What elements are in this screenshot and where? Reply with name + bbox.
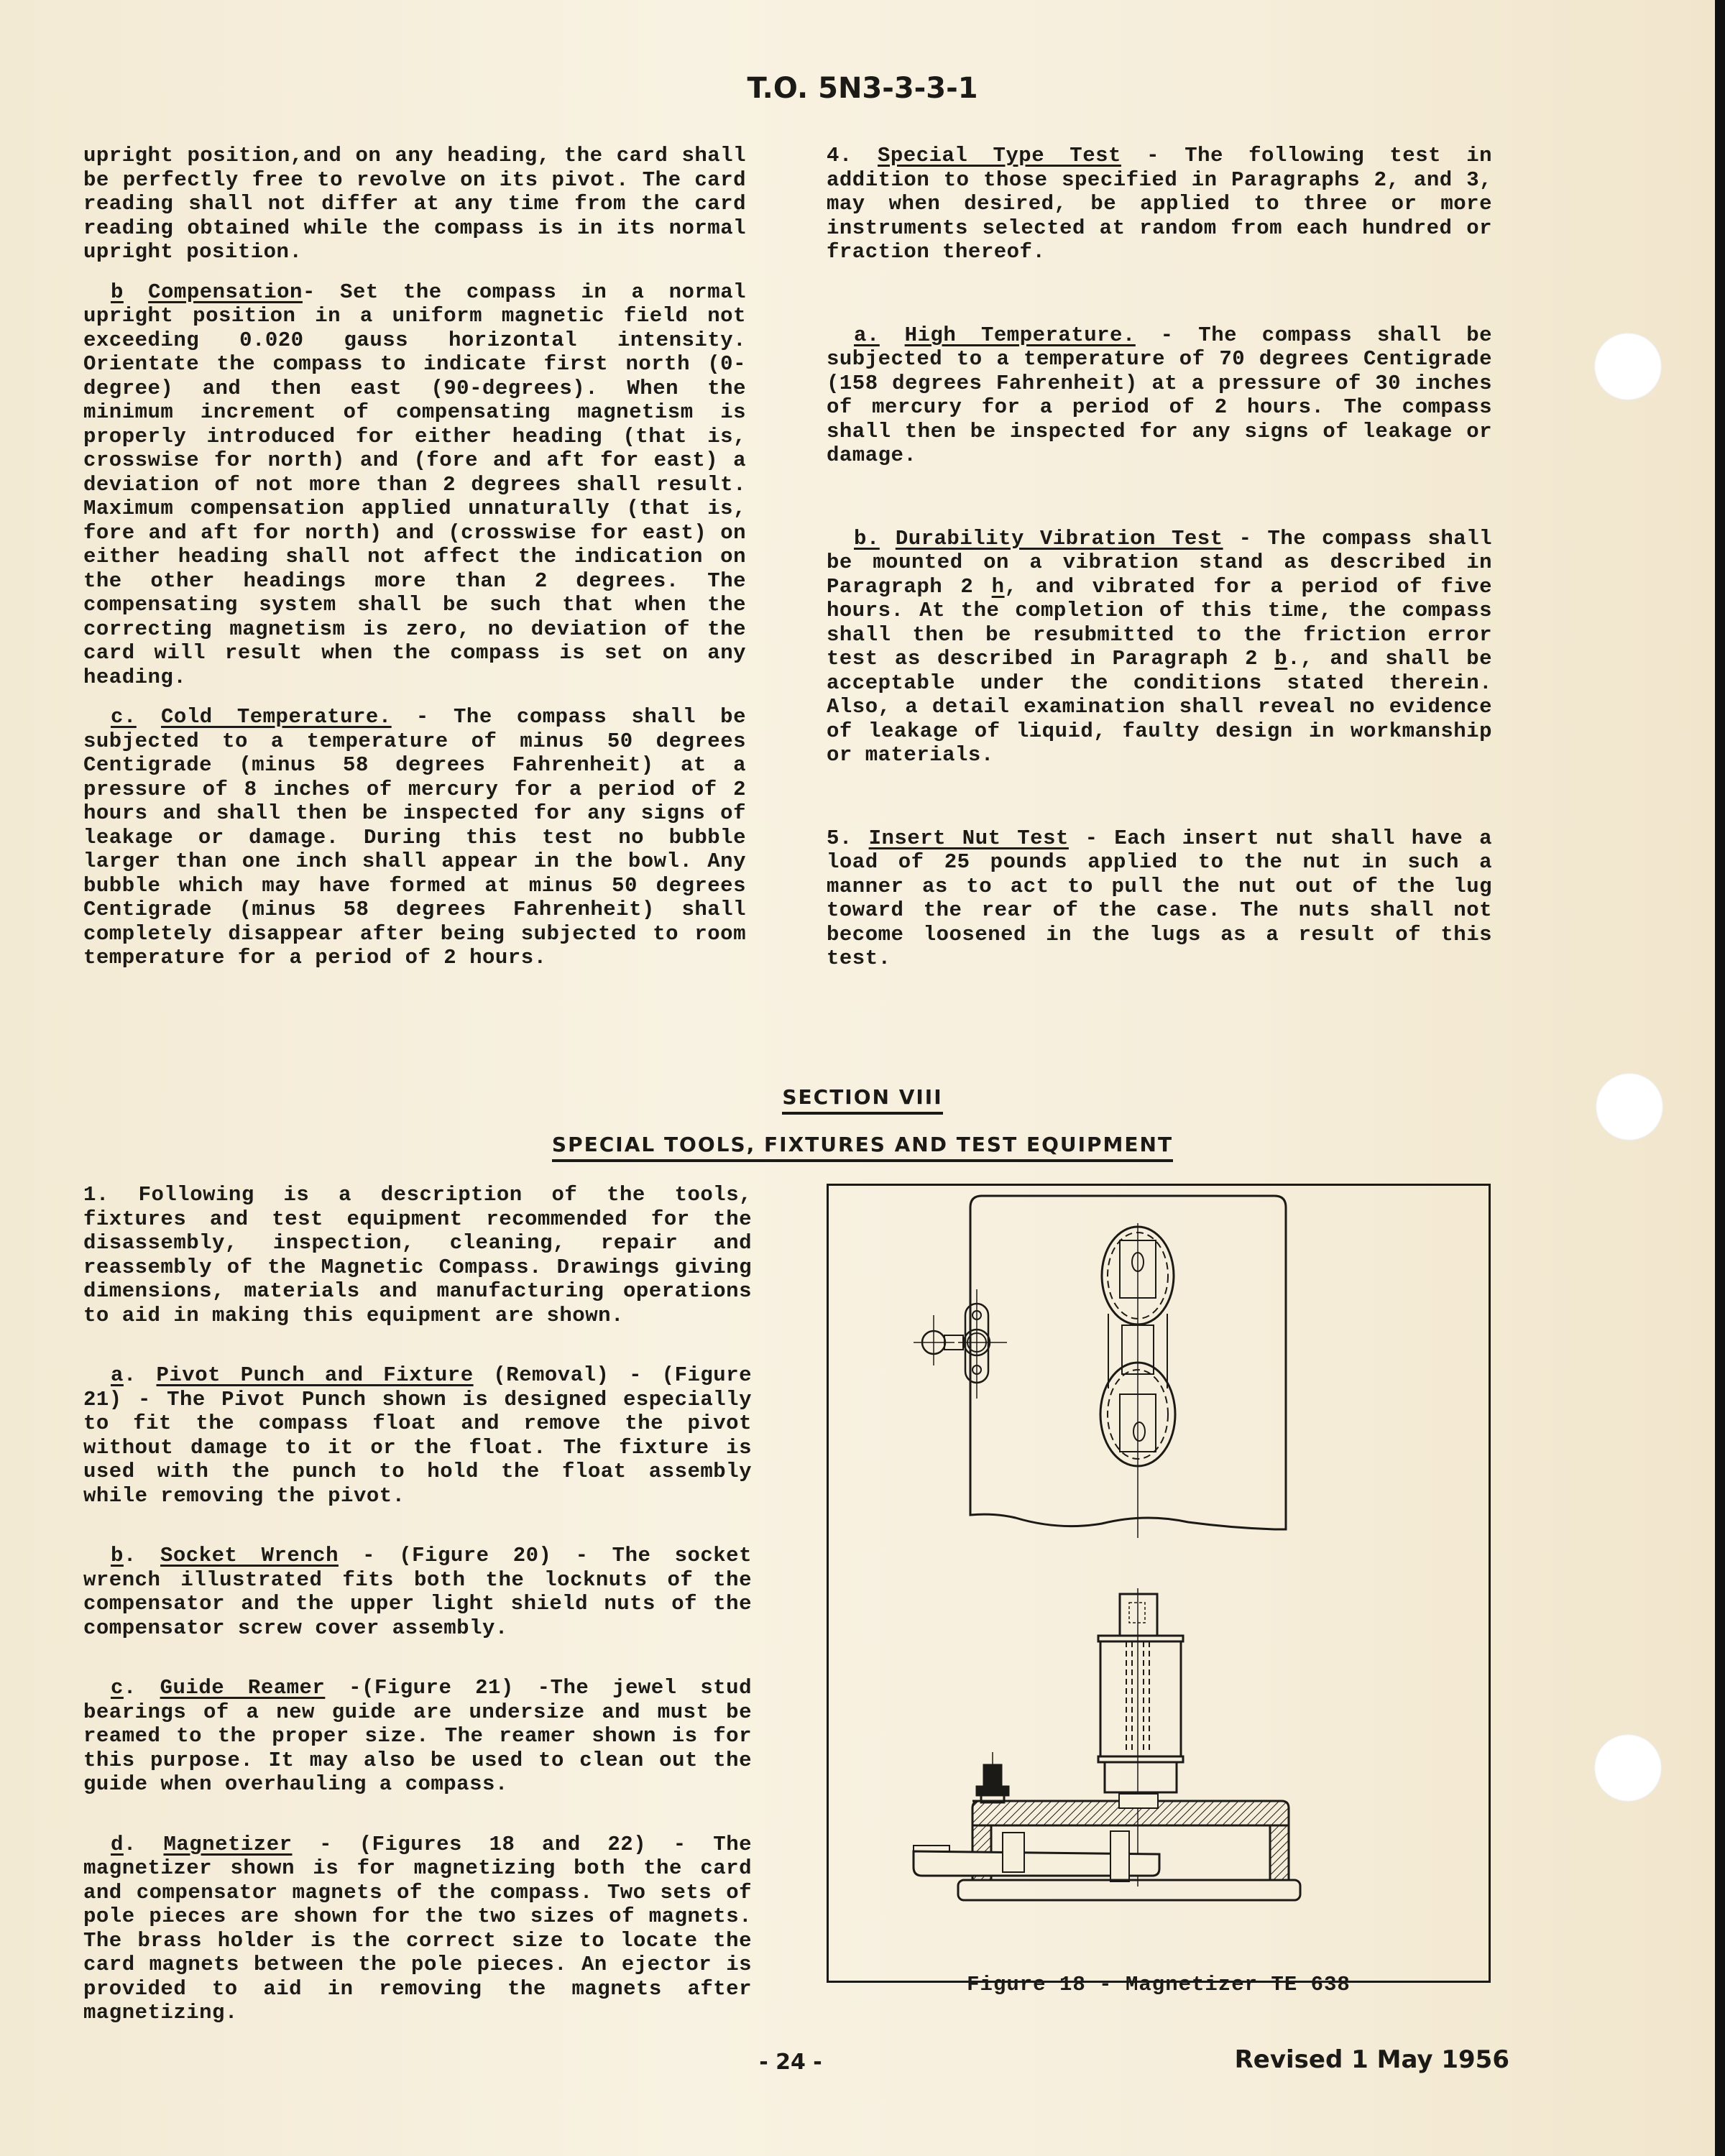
high-temperature-paragraph xyxy=(827,323,1492,468)
durability-vibration-body-1: - The compass shall be mounted on a vibration stand as described in Paragraph 2 xyxy=(827,526,1493,599)
right-column-top xyxy=(827,144,1492,987)
section-number xyxy=(0,1085,1725,1109)
binder-hole-top xyxy=(1594,333,1662,400)
section-title xyxy=(0,1133,1725,1156)
paragraph-ref-h: h xyxy=(991,574,1005,599)
magnetizer-paragraph: d. Magnetizer - (Figures 18 and 22) - The magnetizer shown is for magnetizing both the card and compensator magnets of the compass. Two sets of pole pieces are shown for the two sizes of magnets. The brass holder is the correct size to locate the card magnets between the pole pieces. An ejector is provided to aid in removing the magnets after magnetizing. xyxy=(83,1832,753,2024)
insert-nut-test-title: Insert Nut Test xyxy=(868,826,1069,850)
guide-reamer-title: Guide Reamer xyxy=(160,1676,326,1700)
high-temperature-body: - The compass shall be subjected to a temperature of 70 degrees Centigrade (158 degrees Fahrenheit) at a pressure of 30 inches of mercury for a period of 2 hours. The compass shall then be inspected for any signs of leakage or damage. xyxy=(827,323,1493,467)
magnetizer-schematic-icon xyxy=(829,1186,1489,1981)
page-number: - 24 - xyxy=(759,2050,822,2075)
special-type-test-paragraph xyxy=(827,144,1492,264)
scan-edge xyxy=(1715,0,1725,2156)
socket-wrench-paragraph: b. Socket Wrench - (Figure 20) - The socket wrench illustrated fits both the locknuts of the compensator and the upper light shield nuts of the compensator screw cover assembly. xyxy=(83,1544,752,1640)
section-number-text: SECTION VIII xyxy=(782,1085,942,1115)
pivot-punch-label: a xyxy=(111,1363,124,1387)
special-type-test-title: Special Type Test xyxy=(878,144,1121,167)
insert-nut-test-label: 5. xyxy=(827,826,852,850)
durability-vibration-label: b. xyxy=(854,526,880,550)
magnetizer-label: d xyxy=(111,1832,124,1856)
binder-hole-bottom xyxy=(1594,1734,1662,1802)
durability-vibration-body-2: , and vibrated for a period of five hours. At the completion of this time, the compass shall then be resubmitted to the friction error test as described in Paragraph 2 xyxy=(827,574,1492,671)
compensation-body: - Set the compass in a normal upright position in a uniform magnetic field not exceeding 0.020 gauss horizontal intensity. Orientate the compass to indicate first north (0-degree) and then east (90-degrees). When the minimum increment of compensating magnetism is properly introduced for either heading (that is, crosswise for north) and (fore and aft for east) a deviation of not more than 2 degrees shall result. Maximum compensation applied unnaturally (that is, fore and aft for north) and (crosswise for east) on either heading shall not affect the indication on the other headings more than 2 degrees. The compensating system shall be such that when the correcting magnetism is zero, no deviation of the card will result when the compass is set on any heading. xyxy=(83,280,746,689)
magnetizer-body: - (Figures 18 and 22) - The magnetizer shown is for magnetizing both the card and compensator magnets of the compass. Two sets of pole pieces are shown for the two sizes of magnets. The brass holder is the correct size to locate the card magnets between the pole pieces. An ejector is provided to aid in removing the magnets after magnetizing. xyxy=(83,1832,753,2024)
left-column-bottom xyxy=(83,1183,752,2041)
document-number: T.O. 5N3-3-3-1 xyxy=(747,72,978,105)
cold-temperature-title: Cold Temperature. xyxy=(161,705,392,729)
durability-vibration-paragraph xyxy=(827,527,1492,768)
special-type-test-body: - The following test in addition to those specified in Paragraphs 2, and 3, may when desired, be applied to three or more instruments selected at random from each hundred or fraction thereof. xyxy=(827,144,1492,264)
compensation-label: b xyxy=(111,280,124,304)
revision-date: Revised 1 May 1956 xyxy=(1234,2045,1509,2074)
pivot-punch-title: Pivot Punch and Fixture xyxy=(156,1363,474,1387)
compensation-title: Compensation xyxy=(148,280,303,304)
high-temperature-label: a. xyxy=(854,323,880,347)
intro-paragraph: 1. Following is a description of the tools, fixtures and test equipment recommended for the disassembly, inspection, cleaning, repair and reassembly of the Magnetic Compass. Drawings giving dimensions, materials and manufacturing operations to aid in making this equipment are shown. xyxy=(83,1183,752,1327)
paragraph-ref-b: b xyxy=(1274,647,1288,671)
high-temperature-title: High Temperature. xyxy=(904,323,1136,347)
socket-wrench-title: Socket Wrench xyxy=(160,1544,339,1567)
insert-nut-test-paragraph xyxy=(827,826,1492,971)
section-title-text: SPECIAL TOOLS, FIXTURES AND TEST EQUIPMENT xyxy=(552,1133,1173,1162)
insert-nut-test-body: - Each insert nut shall have a load of 25 pounds applied to the nut in such a manner as to act to pull the nut out of the lug toward the rear of the case. The nuts shall not become loosened in the lugs as a result of this test. xyxy=(827,826,1492,970)
figure-18-magnetizer-drawing xyxy=(827,1184,1491,1983)
guide-reamer-body: -(Figure 21) -The jewel stud bearings of a new guide are undersize and must be reamed to the proper size. The reamer shown is for this purpose. It may also be used to clean out the guide when overhauling a compass. xyxy=(83,1676,752,1796)
cold-temperature-paragraph xyxy=(83,705,746,970)
durability-vibration-body-3: ., and shall be acceptable under the conditions stated therein. Also, a detail examination shall reveal no evidence of leakage of liquid, faulty design in workmanship or materials. xyxy=(827,647,1492,767)
magnetizer-title: Magnetizer xyxy=(163,1832,293,1856)
socket-wrench-label: b xyxy=(111,1544,124,1567)
figure-caption: Figure 18 - Magnetizer TE 638 xyxy=(967,1973,1351,1996)
cold-temperature-body: - The compass shall be subjected to a temperature of minus 50 degrees Centigrade (minus 58 degrees Fahrenheit) at a pressure of 8 inches of mercury for a period of 2 hours and shall then be inspected for any signs of leakage or damage. During this test no bubble larger than one inch shall appear in the bowl. Any bubble which may have formed at minus 50 degrees Centigrade (minus 58 degrees Fahrenheit) shall completely disappear after being subjected to room temperature for a period of 2 hours. xyxy=(83,705,746,969)
compensation-paragraph xyxy=(83,280,746,690)
guide-reamer-paragraph: c. Guide Reamer -(Figure 21) -The jewel stud bearings of a new guide are undersize and must be reamed to the proper size. The reamer shown is for this purpose. It may also be used to clean out the guide when overhauling a compass. xyxy=(83,1676,752,1796)
socket-wrench-body: - (Figure 20) - The socket wrench illustrated fits both the locknuts of the compensator and the upper light shield nuts of the compensator screw cover assembly. xyxy=(83,1544,752,1640)
cold-temperature-label: c. xyxy=(111,705,137,729)
durability-vibration-title: Durability Vibration Test xyxy=(895,526,1223,550)
continuation-paragraph: upright position,and on any heading, the card shall be perfectly free to revolve on its pivot. The card reading shall not differ at any time from the card reading obtained while the compass is in its normal upright position. xyxy=(83,144,746,264)
left-column-top xyxy=(83,144,746,986)
pivot-punch-paragraph: a. Pivot Punch and Fixture (Removal) - (Figure 21) - The Pivot Punch shown is designed especially to fit the compass float and remove the pivot without damage to it or the float. The fixture is used with the punch to hold the float assembly while removing the pivot. xyxy=(83,1363,753,1508)
guide-reamer-label: c xyxy=(111,1676,124,1700)
pivot-punch-body: (Removal) - (Figure 21) - The Pivot Punch shown is designed especially to fit the compass float and remove the pivot without damage to it or the float. The fixture is used with the punch to hold the float assembly while removing the pivot. xyxy=(83,1363,753,1508)
special-type-test-label: 4. xyxy=(827,144,852,167)
